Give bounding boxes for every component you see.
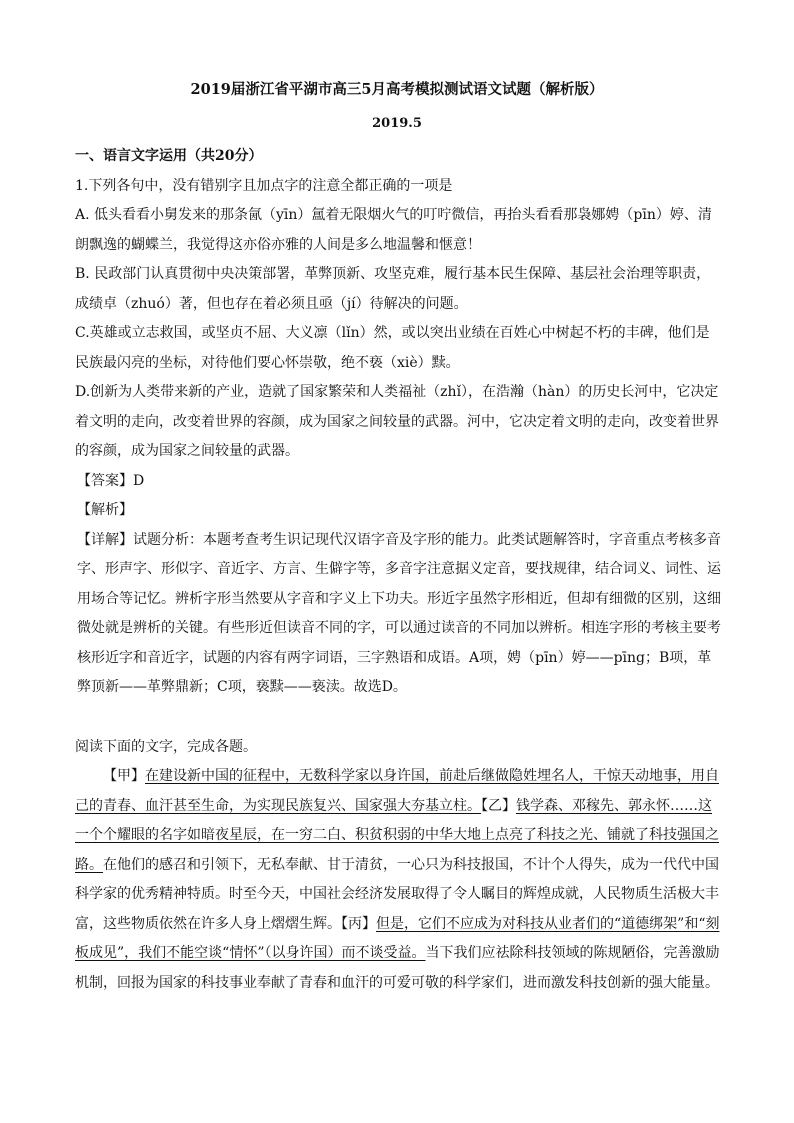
tag-jia: 【甲】 xyxy=(103,768,145,784)
reading-intro: 阅读下面的文字，完成各题。 xyxy=(75,738,257,755)
answer-line: 【答案】D xyxy=(77,472,145,489)
section-heading: 一、语言文字运用（共20分） xyxy=(75,148,263,164)
option-b: B. 民政部门认真贯彻中央决策部署，革弊顶新、攻坚克难，履行基本民生保障、基层社会治理等职责，成绩卓（zhuó）著，但也存在着必须且亟（jí）待解决的问题。 xyxy=(75,266,711,312)
option-d: D.创新为人类带来新的产业，造就了国家繁荣和人类福祉（zhǐ），在浩瀚（hàn）的历史长河中，它决定着文明的走向，改变着世界的容颜，成为国家之间较量的武器。河中，它决定着文明的走向，改变着世界的容颜，成为国家之间较量的武器。 xyxy=(75,384,719,459)
spacer xyxy=(75,703,723,733)
tag-yi: 【乙】 xyxy=(481,797,516,814)
document-body xyxy=(75,142,723,998)
analysis-label: 【解析】 xyxy=(77,502,133,518)
underlined-sentence-jia: 在建设新中国的征程中，无数科学家以身许国，前赴后继做隐姓埋名人，干惊天动地事，用自己的青春、血汗甚至生命，为实现民族复兴、国家强大夯基立柱。 xyxy=(75,768,719,814)
document-date: 2019.5 xyxy=(372,116,422,131)
passage-end: 当下我们应祛除科技领域的陈规陋俗，完善激励机制，回报为国家的科技事业奉献了青春和血汗的可爱可敬的科学家们，进而激发科技创新的强大能量。 xyxy=(75,945,720,991)
option-c: C.英雄或立志救国，或坚贞不屈、大义凛（lǐn）然，或以突出业绩在百姓心中树起不朽的丰碑，他们是民族最闪亮的坐标，对待他们要心怀崇敬，绝不亵（xiè）黩。 xyxy=(75,325,710,371)
underlined-sentence-yi: 钱学森、邓稼先、郭永怀……这一个个耀眼的名字如暗夜星辰，在一穷二白、积贫积弱的中华大地上点亮了科技之光、铺就了科技强国之路。 xyxy=(75,797,719,873)
reading-passage xyxy=(75,762,723,998)
question-stem: 1.下列各句中，没有错别字且加点字的注意全都正确的一项是 xyxy=(75,177,453,194)
passage-middle: 在他们的感召和引领下，无私奉献、甘于清贫，一心只为科技报国，不计个人得失，成为一代代中国科学家的优秀精神特质。时至今天，中国社会经济发展取得了令人瞩目的辉煌成就，人民物质生活极大丰富，这些物质依然在许多人身上熠熠生辉。 xyxy=(75,856,719,932)
tag-bing: 【丙】 xyxy=(341,915,376,932)
underlined-sentence-bing: 但是，它们不应成为对科技从业者们的“道德绑架”和“刻板成见”，我们不能空谈“情怀”（以身许国）而不谈受益。 xyxy=(75,915,720,961)
option-a: A. 低头看看小舅发来的那条氤（yīn）氲着无限烟火气的叮咛微信，再抬头看看那袅娜娉（pīn）婷、清朗飘逸的蝴蝶兰，我觉得这亦俗亦雅的人间是多么地温馨和惬意！ xyxy=(75,207,712,253)
analysis-detail: 【详解】试题分析：本题考查考生识记现代汉语字音及字形的能力。此类试题解答时，字音重点考核多音字、形声字、形似字、音近字、方言、生僻字等，多音字注意据义定音，要找规律，结合词义、词性、运用场合等记忆。辨析字形当然要从字音和字义上下功夫。形近字虽然字形相近，但却有细微的区别，这细微处就是辨析的关键。有些形近但读音不同的字，可以通过读音的不同加以辨析。相连字形的考核主要考核形近字和音近字，试题的内容有两字词语，三字熟语和成语。A项，娉（pīn）婷——pīng；B项，革弊顶新——革弊鼎新；C项，亵黩——亵渎。故选D。 xyxy=(77,531,721,695)
document-title: 2019届浙江省平湖市高三5月高考模拟测试语文试题（解析版） xyxy=(190,81,604,98)
